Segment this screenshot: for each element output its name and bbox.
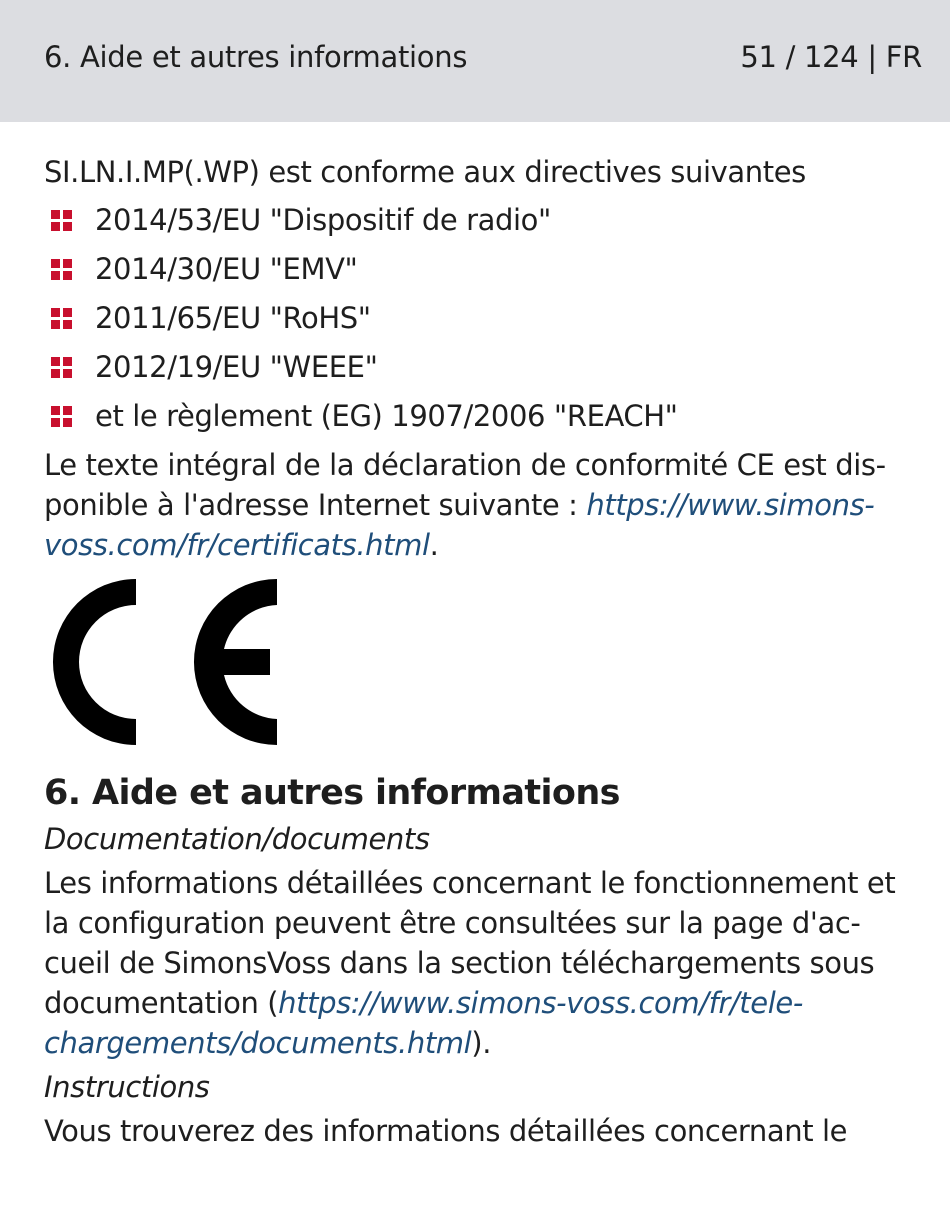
bullet-icon <box>51 357 73 379</box>
bullet-icon <box>51 406 73 428</box>
directive-text: 2014/30/EU "EMV" <box>95 252 358 286</box>
section-title: 6. Aide et autres informations <box>44 773 620 813</box>
declaration-text: Le texte intégral de la déclaration de conformité CE est dis-ponible à l'adresse Internet suivante : <box>44 448 886 522</box>
list-item <box>44 200 924 249</box>
instructions-paragraph: Vous trouverez des informations détaillées concernant le <box>44 1114 848 1148</box>
documentation-text: Les informations détaillées concernant le fonctionnement et la configuration peuvent être consultées sur la page d'ac-cueil de SimonsVoss dans la section téléchargements sous documentation ( <box>44 866 896 1020</box>
list-item <box>44 347 924 396</box>
bullet-icon <box>51 308 73 330</box>
directive-text: et le règlement (EG) 1907/2006 "REACH" <box>95 399 678 433</box>
list-item <box>44 396 924 445</box>
documentation-heading: Documentation/documents <box>44 822 430 856</box>
directives-list <box>44 200 924 445</box>
directive-text: 2014/53/EU "Dispositif de radio" <box>95 203 551 237</box>
page-content <box>44 152 924 1151</box>
directive-text: 2012/19/EU "WEEE" <box>95 350 378 384</box>
declaration-text-end: . <box>429 528 439 562</box>
list-item <box>44 298 924 347</box>
header-page-number: 51 / 124 | FR <box>740 40 922 74</box>
certificates-link[interactable]: https://www.simons-voss.com/fr/certificats.html <box>44 488 875 562</box>
directive-text: 2011/65/EU "RoHS" <box>95 301 371 335</box>
documents-link[interactable]: https://www.simons-voss.com/fr/tele-chargements/documents.html <box>44 986 803 1060</box>
ce-mark-icon <box>44 577 280 747</box>
documentation-paragraph <box>44 863 924 1063</box>
page-header <box>0 0 950 122</box>
documentation-text-end: ). <box>471 1026 492 1060</box>
bullet-icon <box>51 210 73 232</box>
header-chapter-title: 6. Aide et autres informations <box>44 40 468 74</box>
list-item <box>44 249 924 298</box>
instructions-heading: Instructions <box>44 1070 210 1104</box>
bullet-icon <box>51 259 73 281</box>
conformity-intro: SI.LN.I.MP(.WP) est conforme aux directives suivantes <box>44 155 806 189</box>
declaration-paragraph <box>44 445 924 565</box>
